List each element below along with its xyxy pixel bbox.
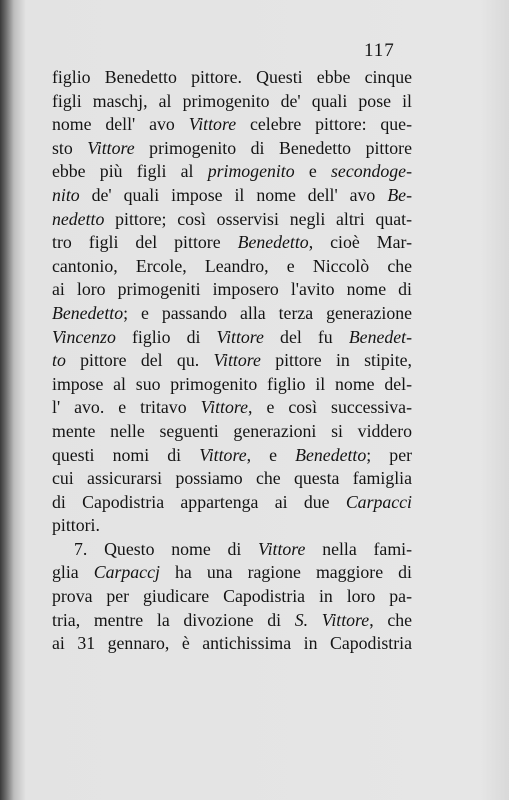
text-run: ai loro primogeniti imposero l'avito nome di: [52, 279, 412, 300]
text-line: [52, 160, 412, 184]
italic-text: nito: [52, 184, 80, 205]
italic-text: Vittore: [199, 444, 247, 465]
text-run: figlio di: [115, 326, 217, 347]
italic-text: Benedetto: [52, 302, 124, 323]
text-run: pittori.: [52, 515, 100, 536]
text-line: [52, 66, 412, 90]
text-run: impose al suo primogenito figlio il nome del-: [52, 373, 412, 394]
text-line: [52, 561, 412, 585]
text-run: primogenito di Benedetto pittore: [134, 137, 412, 158]
text-run: , che: [369, 609, 412, 630]
text-run: mente nelle seguenti generazioni si viddero: [52, 420, 412, 441]
text-line: [52, 609, 412, 633]
text-run: tro figli del pittore: [52, 232, 238, 253]
italic-text: Vittore: [258, 538, 306, 559]
text-run: de' quali impose il nome dell' avo: [79, 184, 388, 205]
text-run: cui assicurarsi possiamo che questa famiglia: [52, 468, 412, 489]
text-run: , e così successiva-: [248, 397, 412, 418]
text-line: [52, 184, 412, 208]
text-run: 7. Questo nome di: [74, 538, 259, 559]
page-number: 117: [364, 40, 395, 61]
text-line: [52, 137, 412, 161]
text-line: [52, 373, 412, 397]
text-line: [52, 255, 412, 279]
text-run: e: [294, 161, 332, 182]
text-run: figli maschj, al primogenito de' quali pose il: [52, 90, 412, 111]
body-text: [52, 66, 412, 656]
text-run: nome dell' avo: [52, 114, 189, 135]
italic-text: Vittore: [216, 326, 264, 347]
text-run: pittore in stipite,: [260, 350, 412, 371]
text-line: [52, 467, 412, 491]
text-run: ha una ragione maggiore di: [159, 562, 413, 583]
italic-text: to: [52, 350, 66, 371]
text-line: [52, 396, 412, 420]
italic-text: Vittore: [213, 350, 261, 371]
text-run: prova per giudicare Capodistria in loro pa-: [52, 586, 412, 607]
text-run: ; e passando alla terza generazione: [123, 302, 412, 323]
text-run: di Capodistria appartenga ai due: [52, 491, 346, 512]
italic-text: Carpacci: [345, 491, 412, 512]
text-line: [52, 632, 412, 656]
text-run: questi nomi di: [52, 444, 200, 465]
italic-text: Vittore: [188, 114, 237, 135]
text-run: tria, mentre la divozione di: [52, 609, 295, 630]
text-run: pittore; così osservisi negli altri quat-: [104, 208, 412, 229]
italic-text: Vittore: [87, 137, 135, 158]
italic-text: Vittore: [200, 397, 249, 418]
text-run: figlio Benedetto pittore. Questi ebbe cinque: [52, 67, 412, 87]
text-line: [52, 90, 412, 114]
text-line: [52, 278, 412, 302]
text-run: l' avo. e tritavo: [52, 397, 201, 418]
text-line: [52, 113, 412, 137]
italic-text: Benedetto: [237, 232, 309, 253]
text-line: [52, 231, 412, 255]
italic-text: Carpaccj: [93, 562, 160, 583]
italic-text: Be-: [387, 184, 412, 205]
text-run: sto: [52, 137, 88, 158]
text-line: [52, 208, 412, 232]
italic-text: primogenito: [207, 161, 295, 182]
text-line: [52, 514, 412, 538]
text-line: [52, 585, 412, 609]
text-run: pittore del qu.: [65, 350, 214, 371]
text-line: [52, 302, 412, 326]
italic-text: secondoge-: [331, 161, 412, 182]
text-run: ; per: [366, 444, 413, 465]
text-line: [52, 349, 412, 373]
text-run: del fu: [263, 326, 349, 347]
text-line: [52, 538, 412, 562]
text-run: nella fami-: [305, 538, 413, 559]
text-run: , cioè Mar-: [308, 232, 412, 253]
text-run: ai 31 gennaro, è antichissima in Capodistria: [52, 633, 412, 654]
italic-text: S. Vittore: [294, 609, 370, 630]
text-run: cantonio, Ercole, Leandro, e Niccolò che: [52, 255, 412, 276]
text-line: [52, 326, 412, 350]
text-run: glia: [52, 562, 94, 583]
italic-text: Vincenzo: [52, 326, 116, 347]
text-line: [52, 444, 412, 468]
text-line: [52, 420, 412, 444]
italic-text: Benedet-: [348, 326, 412, 347]
text-line: [52, 491, 412, 515]
text-run: celebre pittore: que-: [236, 114, 412, 135]
italic-text: Benedetto: [295, 444, 367, 465]
text-run: , e: [246, 444, 296, 465]
italic-text: nedetto: [52, 208, 105, 229]
text-run: ebbe più figli al: [52, 161, 208, 182]
